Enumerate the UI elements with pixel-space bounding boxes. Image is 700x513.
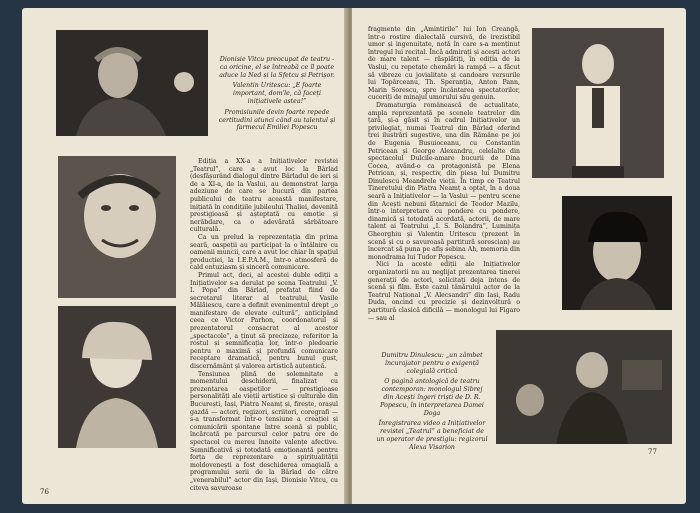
caption-vitcu — [216, 56, 338, 135]
photo-alexa-visarion — [496, 330, 672, 444]
page-number-right: 77 — [648, 448, 657, 456]
photo-emilia-popescu — [58, 306, 176, 448]
paragraph: Dramaturgia românească de actualitate, ampla reprezentată pe scenele teatrelor din țară, și-a găsit și în cadrul Inițiativelor un privilegiat, numai Teatrul din Bârlad oferind trei ilustrări sugestive, una din Rămâne pe joi de Eugenia Busuioceanu, cu Constantin Petricean și George Alexandru, celelalte din spectacolul Dulcile-amare bucurii de Dina Cocea, având-o ca protagonistă pe Elena Petrican, și, respectiv, din piesa lui Dumitru Dinulescu Meandrele vieții. În timp ce Teatrul Tineretului din Piatra Neamț a optat, în a doua seară a Inițiativelor — la Vaslui — pentru scene din Acești nebuni fățarnici de Teodor Mazilu, într-o interpretare cu pondere cu pondere, dinamică și totodată acordată, actorii, de mare talent ai Teatrului „I. S. Bolandra”, Luminița Gheorghiu și Valentin Uritescu (prezent în scenă și cu o savuroasă partitură sorescian) au încercat să puna pe afiș sebina Ah, memoria din monodrama lui Tudor Popescu. — [368, 101, 520, 261]
paragraph: Ediția a XX-a a Inițiativelor revistei „Teatrul”, care a avut loc la Bârlad (desfășurând dialogul dintre Bârladul de ieri și de a XI-a, de la Vaslui, au demonstrat larga adeziune de care se bucură din partea publicului de teatru această manifestare, inițiată în condițiile jubileului Thaliei, devenită prestigioasă și așteptată cu emoție și nerăbdare, ca o adevărată sărbătoare culturală. — [190, 158, 338, 234]
caption-text-uritescu: Valentin Uritescu: „E foarte important, dom'le, că faceți inițiativele astea!” — [232, 82, 322, 105]
paragraph: Nici la aceste ediții ale Inițiativelor organizatorii nu au neglijat prezentarea tinerei generații de actori, solicitați deja intens de scenă și film. Este cazul tânărului actor de la Teatrul Național „V. Alecsandri” din Iași, Radu Duda, oncind cu precizie și dezinvoltură o partitură clasică dificilă — monologul lui Figaro — sau al — [368, 261, 520, 322]
caption-text-popescu: Promisiunile devin foarte repede certitudini atunci când au talentul și farmecul Emiliei Popescu — [218, 108, 336, 132]
caption-text-dinulescu: Dumitru Dinulescu: „un zâmbet încurajator pentru o exigență colegială critică — [381, 352, 483, 375]
page-number-left: 76 — [40, 488, 49, 496]
paragraph: Tensiunea plină de solemnitate a momentului deschiderii, finalizat cu prezentarea oaspeților — prestigioase personalități ale vieții artistice și culturale din București, Iași, Piatra Neamț și, firește, orașul gazdă — actori, regizori, scriitori, coregrafi — s-a transformat într-o tensiune a creației și comunicării spontane între scenă și public, încărcată pe parcursul celor patru ore de spectacol cu mereu înnoite valențe afective. Semnificativă și totodată emoționantă pentru forța de reprezentare a spiritualității moldovenești a fost deschiderea omagială a programului serii de la Bârlad de către „venerabilul” actor din Iași, Dionisie Vitcu, cu citeva savuroase — [190, 370, 338, 492]
caption-text-doga: O pagină antologică de teatru contemporan: monologul Sibrej din Acești îngeri triști de D. R. Popescu, în interpretarea Damei Doga — [380, 378, 484, 417]
right-page — [352, 8, 686, 504]
photo-dionisie-vitcu — [56, 30, 208, 136]
paragraph: fragmente din „Amintirile” lui Ion Creangă, într-o rostire dialectală cursivă, de irezistibil umor și ingenuitate, notă în care s-a menținut întregul lui recital. Încă admirați și acești actori de mare talent — răsplătiți, în ediția de la Vaslui, cu repetate chemări la rampă — a făcut să vibreze cu jovialitate și candoare versurile lui Topârceanu, Th. Speranția, Anton Pann, Marin Sorescu, spre încântarea spectatorilor, cuceriți de minajul umorului său genuin. — [368, 26, 520, 102]
right-article-column — [368, 26, 520, 322]
caption-right — [376, 352, 488, 455]
photo-dumitru-dinulescu — [532, 28, 664, 178]
photo-dama-doga — [562, 196, 672, 310]
caption-text-visarion: Înregistrarea video a Inițiativelor revistei „Teatrul” a beneficiat de un operator de prestigiu: regizorul Alexa Visarion — [376, 420, 488, 451]
left-article-column — [190, 158, 338, 492]
photo-valentin-uritescu — [58, 156, 176, 298]
paragraph: Primul act, deci, al acestei duble ediții a Inițiativelor s-a derulat pe scena Teatrului „V. I. Popa” din Bârlad, prefațat fiind de secretarul literar al teatrului, Vasile Mălăiescu, care a definit evenimentul drept „o manifestare de elevate cultură”, anticipând ceea ce Victor Parhon, coordonatorul și prezentatorul consacrat al acestor „spectacole”, a ținut să precizeze, referitor la rostul și semnificația lor, într-o pledoarie pentru o maximă și profundă comunicare receptare dramatică, pentru bunul gust, discernământ și valorea artistică autentică. — [190, 271, 338, 371]
caption-text-vitcu: Dionisie Vitcu preocupat de teatru - ca oricine, el se întreabă ce îl poate aduce la Ned și la Sfetcu și Petrișor. — [219, 56, 335, 79]
left-page — [22, 8, 348, 504]
paragraph: Ca un prelud la reprezentația din prima seară, oaspeții au participat la o întâlnire cu oamenii muncii, care a avut loc chiar în spațiul producției, la I.E.P.A.M., într-o atmosferă de cald entuziasm și sinceră comunicare. — [190, 233, 338, 272]
